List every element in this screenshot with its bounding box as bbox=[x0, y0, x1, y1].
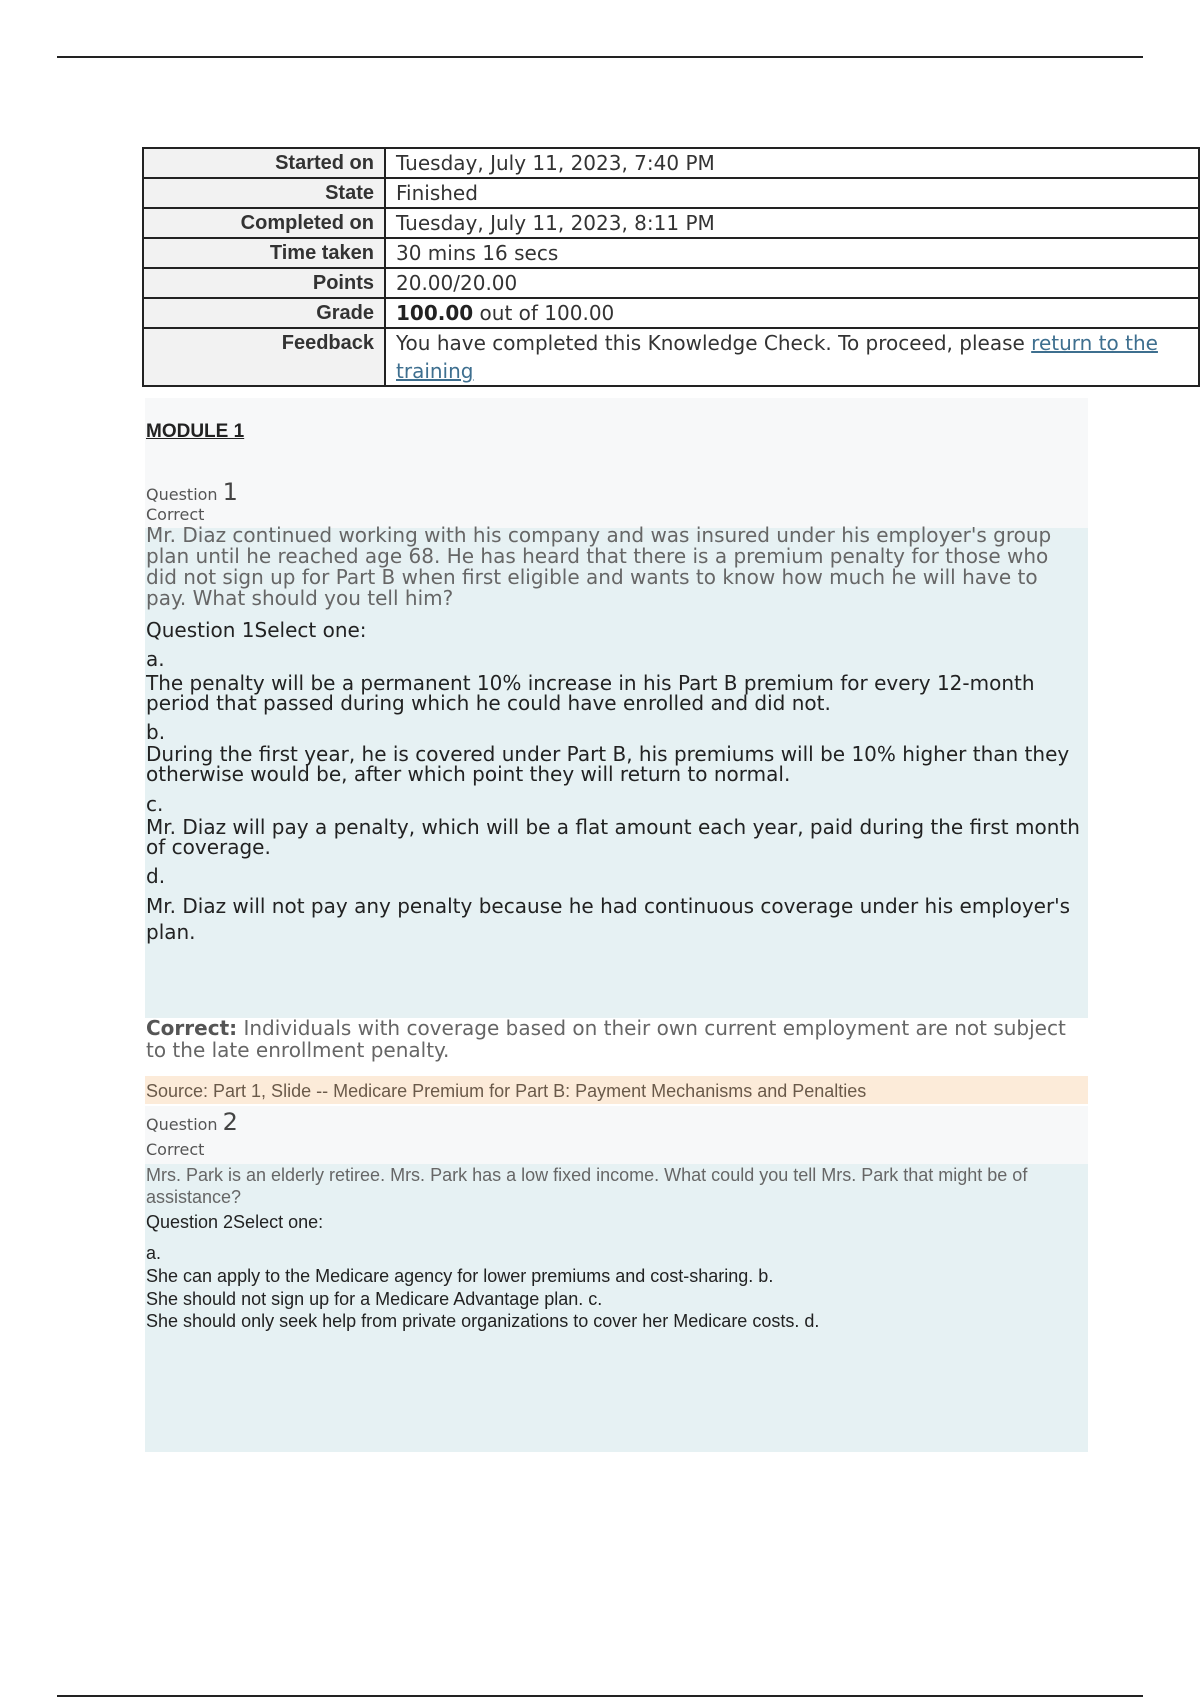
question2-option-b[interactable]: She should not sign up for a Medicare Advantage plan. c. bbox=[146, 1289, 603, 1309]
question1-option-c-letter: c. bbox=[146, 792, 164, 816]
grade-suffix: out of 100.00 bbox=[473, 301, 615, 325]
completed-value: Tuesday, July 11, 2023, 8:11 PM bbox=[385, 208, 1199, 238]
points-label: Points bbox=[143, 268, 385, 298]
feedback-text: You have completed this Knowledge Check. To proceed, please bbox=[396, 331, 1032, 355]
time-taken-label: Time taken bbox=[143, 238, 385, 268]
question2-header-panel bbox=[145, 1106, 1088, 1164]
question1-number-value: 1 bbox=[222, 478, 238, 506]
question1-option-d-letter: d. bbox=[146, 864, 166, 888]
question2-option-a-letter: a. bbox=[146, 1243, 162, 1263]
time-taken-value: 30 mins 16 secs bbox=[385, 238, 1199, 268]
completed-label: Completed on bbox=[143, 208, 385, 238]
grade-label: Grade bbox=[143, 298, 385, 328]
question1-select-label: Question 1Select one: bbox=[146, 618, 367, 642]
started-label: Started on bbox=[143, 148, 385, 178]
started-value: Tuesday, July 11, 2023, 7:40 PM bbox=[385, 148, 1199, 178]
summary-row-feedback bbox=[143, 328, 1199, 386]
question1-number bbox=[146, 478, 238, 506]
question1-option-b-letter: b. bbox=[146, 720, 166, 744]
question1-source: Source: Part 1, Slide -- Medicare Premium for Part B: Payment Mechanisms and Penalties bbox=[146, 1081, 867, 1101]
question2-number-value: 2 bbox=[222, 1108, 238, 1136]
attempt-summary-table bbox=[142, 147, 1200, 387]
question1-option-d[interactable]: Mr. Diaz will not pay any penalty because he had continuous coverage under his employer's plan. bbox=[146, 894, 1071, 944]
summary-row-time bbox=[143, 238, 1199, 268]
state-value: Finished bbox=[385, 178, 1199, 208]
question2-state: Correct bbox=[146, 1140, 205, 1159]
question1-feedback-text: Individuals with coverage based on their own current employment are not subject to the late enrollment penalty. bbox=[146, 1016, 1066, 1062]
question1-option-a-letter: a. bbox=[146, 647, 165, 671]
question1-state: Correct bbox=[146, 505, 205, 524]
question2-number bbox=[146, 1108, 238, 1136]
question2-label: Question bbox=[146, 1115, 223, 1134]
question2-option-c[interactable]: She should only seek help from private organizations to cover her Medicare costs. d. bbox=[146, 1311, 820, 1331]
question1-option-a[interactable]: The penalty will be a permanent 10% increase in his Part B premium for every 12-month period that passed during which he could have enrolled and did not. bbox=[146, 671, 1035, 715]
summary-row-completed bbox=[143, 208, 1199, 238]
summary-row-state bbox=[143, 178, 1199, 208]
state-label: State bbox=[143, 178, 385, 208]
question1-feedback-label: Correct: bbox=[146, 1016, 238, 1040]
question1-prompt: Mr. Diaz continued working with his company and was insured under his employer's group plan until he reached age 68. He has heard that there is a premium penalty for those who did not sign up for Part B when first eligible and wants to know how much he will have to pay. What should you tell him? bbox=[146, 523, 1052, 610]
feedback-label: Feedback bbox=[143, 328, 385, 386]
question1-header-panel bbox=[145, 398, 1088, 528]
summary-row-grade bbox=[143, 298, 1199, 328]
top-rule bbox=[57, 56, 1143, 58]
question1-label: Question bbox=[146, 485, 223, 504]
module-title: MODULE 1 bbox=[146, 421, 245, 442]
question2-prompt: Mrs. Park is an elderly retiree. Mrs. Park has a low fixed income. What could you tell Mrs. Park that might be of assistance? bbox=[146, 1165, 1028, 1207]
grade-score: 100.00 bbox=[396, 301, 474, 325]
question2-select-label: Question 2Select one: bbox=[146, 1212, 324, 1232]
feedback-value bbox=[385, 328, 1199, 386]
summary-row-points bbox=[143, 268, 1199, 298]
question1-option-b[interactable]: During the first year, he is covered under Part B, his premiums will be 10% higher than they otherwise would be, after which point they will return to normal. bbox=[146, 742, 1070, 786]
bottom-rule bbox=[57, 1695, 1143, 1697]
return-to-training-link[interactable]: return to the training bbox=[396, 331, 1158, 383]
grade-value bbox=[385, 298, 1199, 328]
question1-option-c[interactable]: Mr. Diaz will pay a penalty, which will be a flat amount each year, paid during the first month of coverage. bbox=[146, 815, 1080, 859]
question1-feedback bbox=[146, 1017, 1076, 1061]
question2-option-a[interactable]: She can apply to the Medicare agency for lower premiums and cost-sharing. b. bbox=[146, 1266, 774, 1286]
points-value: 20.00/20.00 bbox=[385, 268, 1199, 298]
summary-row-started bbox=[143, 148, 1199, 178]
